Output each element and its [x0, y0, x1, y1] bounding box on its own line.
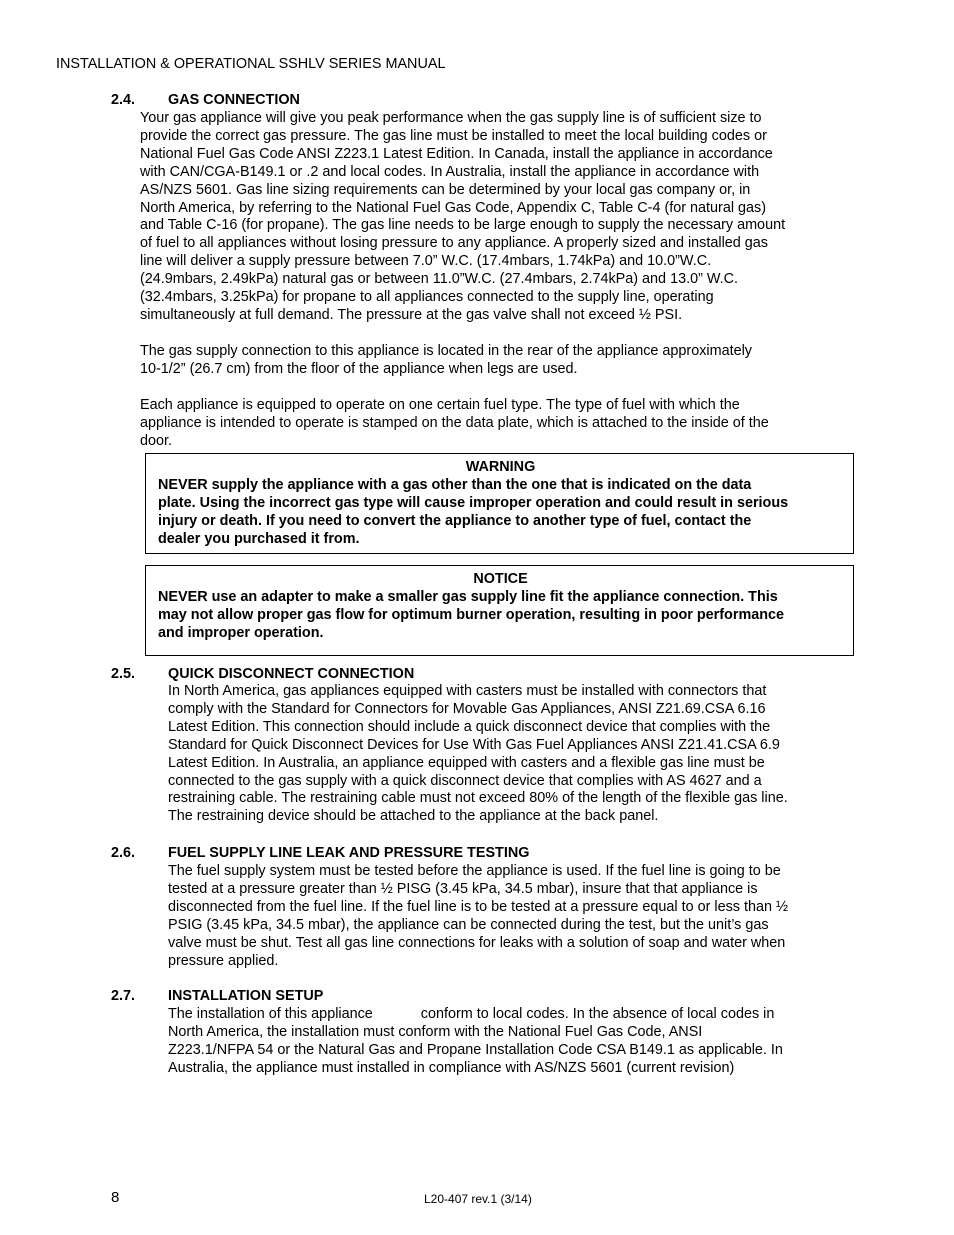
- warning-box: [145, 453, 854, 554]
- text-line: tested at a pressure greater than ½ PISG (3.45 kPa, 34.5 mbar), insure that that appliance is: [168, 880, 758, 897]
- section-number: 2.6.: [111, 845, 136, 861]
- text-line: The installation of this appliance conform to local codes. In the absence of local codes in: [168, 1006, 775, 1022]
- text-line: restraining cable. The restraining cable must not exceed 80% of the length of the flexible gas line.: [168, 790, 788, 807]
- text-line: In North America, gas appliances equipped with casters must be installed with connectors that: [168, 683, 767, 699]
- text-line: Z223.1/NFPA 54 or the Natural Gas and Propane Installation Code CSA B149.1 as applicable. In: [168, 1041, 783, 1058]
- section-number: 2.5.: [111, 666, 136, 682]
- paragraph: [168, 1006, 783, 1078]
- text-line: with CAN/CGA-B149.1 or .2 and local codes. In Australia, install the appliance in accordance with: [140, 163, 760, 180]
- text-line: disconnected from the fuel line. If the fuel line is to be tested at a pressure equal to or less than ½: [168, 898, 788, 915]
- warning-line: plate. Using the incorrect gas type will cause improper operation and could result in serious: [158, 494, 789, 511]
- warning-line: injury or death. If you need to convert the appliance to another type of fuel, contact the: [158, 512, 752, 529]
- text-line: valve must be shut. Test all gas line connections for leaks with a solution of soap and water when: [168, 934, 786, 951]
- section-heading: QUICK DISCONNECT CONNECTION: [168, 666, 415, 682]
- text-line: The restraining device should be attached to the appliance at the back panel.: [168, 808, 659, 825]
- text-line: (32.4mbars, 3.25kPa) for propane to all appliances connected to the supply line, operating: [140, 289, 714, 306]
- section-heading: FUEL SUPPLY LINE LEAK AND PRESSURE TESTING: [168, 845, 530, 861]
- text-line: simultaneously at full demand. The pressure at the gas valve shall not exceed ½ PSI.: [140, 306, 683, 323]
- text-line: 10-1/2” (26.7 cm) from the floor of the appliance when legs are used.: [140, 360, 578, 377]
- text-line: North America, the installation must conform with the National Fuel Gas Code, ANSI: [168, 1023, 703, 1040]
- text-line: PSIG (3.45 kPa, 34.5 mbar), the appliance can be connected during the test, but the unit’s gas: [168, 916, 769, 933]
- paragraph: [168, 683, 788, 826]
- doc-code: L20-407 rev.1 (3/14): [424, 1192, 532, 1206]
- paragraph: [140, 397, 769, 451]
- section-heading: GAS CONNECTION: [168, 92, 300, 108]
- section-heading: INSTALLATION SETUP: [168, 988, 324, 1004]
- text-line: line will deliver a supply pressure between 7.0” W.C. (17.4mbars, 1.74kPa) and 10.0”W.C.: [140, 253, 712, 270]
- text-line: Each appliance is equipped to operate on one certain fuel type. The type of fuel with which the: [140, 397, 740, 413]
- text-line: (24.9mbars, 2.49kPa) natural gas or between 11.0”W.C. (27.4mbars, 2.74kPa) and 13.0” W.C.: [140, 271, 739, 288]
- text-line: Latest Edition. This connection should include a quick disconnect device that complies with the: [168, 718, 771, 735]
- warning-line: dealer you purchased it from.: [158, 530, 360, 547]
- text-line: AS/NZS 5601. Gas line sizing requirements can be determined by your local gas company or, in: [140, 181, 751, 198]
- text-line: and Table C-16 (for propane). The gas line needs to be large enough to supply the necessary amount: [140, 217, 786, 234]
- notice-line: and improper operation.: [158, 624, 324, 641]
- warning-title: WARNING: [465, 459, 536, 475]
- text-line: of fuel to all appliances without losing pressure to any appliance. A properly sized and installed gas: [140, 235, 768, 252]
- paragraph: [168, 863, 788, 970]
- text-line: provide the correct gas pressure. The gas line must be installed to meet the local building codes or: [140, 127, 767, 144]
- notice-box: [145, 565, 854, 656]
- text-line: door.: [140, 432, 173, 449]
- text-line: pressure applied.: [168, 952, 279, 969]
- text-line: The gas supply connection to this appliance is located in the rear of the appliance approximately: [140, 343, 752, 359]
- text-line: Your gas appliance will give you peak performance when the gas supply line is of sufficient size to: [140, 110, 762, 126]
- section-number: 2.7.: [111, 988, 136, 1004]
- page-number: 8: [111, 1189, 120, 1206]
- paragraph: [140, 110, 785, 325]
- text-line: National Fuel Gas Code ANSI Z223.1 Latest Edition. In Canada, install the appliance in accordance: [140, 145, 773, 162]
- notice-title: NOTICE: [473, 571, 528, 587]
- page-header: INSTALLATION & OPERATIONAL SSHLV SERIES MANUAL: [56, 56, 446, 72]
- notice-line: NEVER use an adapter to make a smaller gas supply line fit the appliance connection. This: [158, 588, 778, 605]
- notice-line: may not allow proper gas flow for optimum burner operation, resulting in poor performance: [158, 606, 785, 623]
- text-line: comply with the Standard for Connectors for Movable Gas Appliances, ANSI Z21.69.CSA 6.16: [168, 700, 766, 717]
- text-line: North America, by referring to the National Fuel Gas Code, Appendix C, Table C-4 (for natural gas): [140, 199, 767, 216]
- paragraph: [140, 343, 752, 379]
- warning-line: NEVER supply the appliance with a gas other than the one that is indicated on the data: [158, 476, 752, 493]
- text-line: connected to the gas supply with a quick disconnect device that complies with AS 4627 and a: [168, 772, 762, 789]
- text-line: The fuel supply system must be tested before the appliance is used. If the fuel line is going to be: [168, 863, 781, 879]
- text-line: Australia, the appliance must installed in compliance with AS/NZS 5601 (current revision): [168, 1059, 735, 1076]
- text-line: appliance is intended to operate is stamped on the data plate, which is attached to the inside of the: [140, 414, 769, 431]
- section-number: 2.4.: [111, 92, 136, 108]
- text-line: Standard for Quick Disconnect Devices for Use With Gas Fuel Appliances ANSI Z21.41.CSA 6.9: [168, 736, 780, 753]
- text-line: Latest Edition. In Australia, an appliance equipped with casters and a flexible gas line must be: [168, 754, 765, 771]
